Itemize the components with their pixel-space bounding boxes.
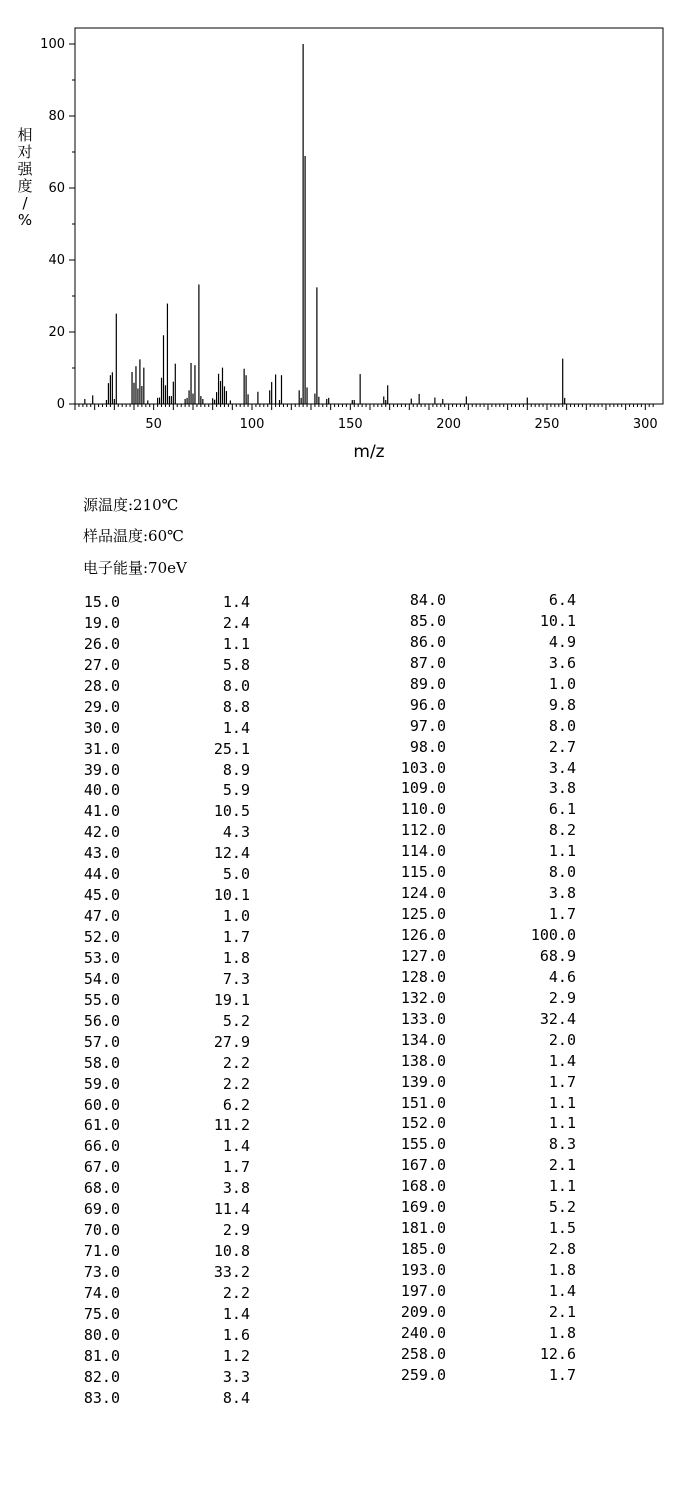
peak-mz: 181.0 xyxy=(400,1219,446,1238)
x-tick-label: 50 xyxy=(145,417,162,432)
peak-intensity: 2.9 xyxy=(548,988,576,1007)
peak-row xyxy=(386,737,576,758)
peak-mz: 155.0 xyxy=(400,1135,446,1154)
peak-mz: 240.0 xyxy=(400,1323,446,1342)
peak-intensity: 8.0 xyxy=(548,716,576,735)
peak-row xyxy=(60,1220,250,1241)
peak-intensity: 6.4 xyxy=(548,591,576,609)
peak-intensity: 5.0 xyxy=(222,865,250,884)
peak-mz: 86.0 xyxy=(409,632,446,651)
peak-row xyxy=(386,1260,576,1281)
peak-mz: 66.0 xyxy=(83,1137,120,1156)
peak-mz: 82.0 xyxy=(83,1367,120,1386)
peak-mz: 85.0 xyxy=(409,611,446,630)
y-axis-label: 相对强度/ % xyxy=(17,126,33,229)
peak-mz: 126.0 xyxy=(400,926,446,944)
peak-mz: 97.0 xyxy=(409,716,446,735)
peak-mz: 151.0 xyxy=(400,1093,446,1112)
peak-mz: 74.0 xyxy=(83,1283,120,1302)
peak-mz: 259.0 xyxy=(400,1365,446,1384)
peak-mz: 81.0 xyxy=(83,1346,120,1365)
peak-mz: 80.0 xyxy=(83,1325,120,1344)
peak-mz: 53.0 xyxy=(83,948,120,967)
peak-row xyxy=(386,716,576,737)
peak-row xyxy=(386,590,576,611)
y-tick-label: 80 xyxy=(48,109,65,124)
peak-intensity: 3.8 xyxy=(548,884,576,903)
peak-row xyxy=(386,1176,576,1197)
peak-table-left xyxy=(60,592,250,1409)
y-tick-label: 40 xyxy=(48,253,65,268)
peak-row xyxy=(386,799,576,820)
peak-mz: 43.0 xyxy=(83,844,120,863)
peak-mz: 68.0 xyxy=(83,1179,120,1198)
peak-mz: 115.0 xyxy=(400,863,446,882)
peak-intensity: 1.7 xyxy=(548,1072,576,1091)
peak-mz: 209.0 xyxy=(400,1302,446,1321)
peak-intensity: 1.7 xyxy=(548,905,576,924)
peak-intensity: 5.2 xyxy=(548,1198,576,1217)
peak-intensity: 27.9 xyxy=(213,1032,250,1051)
peak-row xyxy=(60,990,250,1011)
peak-intensity: 32.4 xyxy=(539,1009,576,1028)
peak-mz: 128.0 xyxy=(400,967,446,986)
peak-row xyxy=(386,1344,576,1365)
peak-row xyxy=(60,906,250,927)
peak-row xyxy=(386,695,576,716)
peak-intensity: 8.4 xyxy=(222,1388,250,1407)
peak-mz: 47.0 xyxy=(83,907,120,926)
peak-intensity: 8.3 xyxy=(548,1135,576,1154)
peak-mz: 133.0 xyxy=(400,1009,446,1028)
y-tick-label: 60 xyxy=(48,181,65,196)
peak-intensity: 8.0 xyxy=(548,863,576,882)
peak-mz: 19.0 xyxy=(83,613,120,632)
peak-row xyxy=(386,967,576,988)
peak-intensity: 2.2 xyxy=(222,1053,250,1072)
peak-intensity: 3.8 xyxy=(548,779,576,798)
peak-row xyxy=(60,1325,250,1346)
peak-mz: 39.0 xyxy=(83,760,120,779)
peak-row xyxy=(386,841,576,862)
peak-intensity: 5.2 xyxy=(222,1011,250,1030)
peak-mz: 57.0 xyxy=(83,1032,120,1051)
peak-mz: 138.0 xyxy=(400,1051,446,1070)
peak-intensity: 9.8 xyxy=(548,695,576,714)
peak-table-right xyxy=(386,590,576,1386)
peak-row xyxy=(386,988,576,1009)
peak-intensity: 4.3 xyxy=(222,823,250,842)
peak-row xyxy=(386,632,576,653)
peak-intensity: 1.0 xyxy=(548,674,576,693)
peak-intensity: 1.4 xyxy=(222,593,250,611)
peak-intensity: 1.8 xyxy=(548,1323,576,1342)
peak-intensity: 12.6 xyxy=(539,1344,576,1363)
peak-intensity: 1.7 xyxy=(222,928,250,946)
peak-mz: 134.0 xyxy=(400,1030,446,1049)
peak-row xyxy=(386,1281,576,1302)
peak-intensity: 8.2 xyxy=(548,821,576,840)
peak-row xyxy=(60,1241,250,1262)
peak-intensity: 1.1 xyxy=(548,842,576,861)
peak-intensity: 4.6 xyxy=(548,967,576,986)
peak-row xyxy=(60,822,250,843)
y-axis xyxy=(40,37,75,412)
peak-mz: 109.0 xyxy=(400,779,446,798)
peak-intensity: 2.9 xyxy=(222,1221,250,1240)
peak-mz: 52.0 xyxy=(83,928,120,946)
peak-intensity: 100.0 xyxy=(530,926,576,944)
y-tick-label: 100 xyxy=(40,37,65,52)
peak-intensity: 1.4 xyxy=(222,1304,250,1323)
peak-row xyxy=(386,653,576,674)
peak-mz: 98.0 xyxy=(409,737,446,756)
peak-mz: 44.0 xyxy=(83,865,120,884)
peak-intensity: 11.4 xyxy=(213,1200,250,1219)
peak-mz: 60.0 xyxy=(83,1095,120,1114)
peak-row xyxy=(60,739,250,760)
peak-row xyxy=(386,1239,576,1260)
peak-intensity: 8.9 xyxy=(222,760,250,779)
peak-intensity: 1.8 xyxy=(222,948,250,967)
peak-row xyxy=(60,843,250,864)
peak-row xyxy=(60,927,250,948)
peak-intensity: 1.1 xyxy=(548,1177,576,1196)
peak-mz: 83.0 xyxy=(83,1388,120,1407)
peak-mz: 197.0 xyxy=(400,1281,446,1300)
peak-row xyxy=(60,613,250,634)
peak-row xyxy=(386,611,576,632)
peak-mz: 29.0 xyxy=(83,697,120,716)
peak-row xyxy=(60,948,250,969)
peak-row xyxy=(60,1074,250,1095)
peak-row xyxy=(60,1346,250,1367)
peak-mz: 193.0 xyxy=(400,1261,446,1279)
peak-intensity: 4.9 xyxy=(548,632,576,651)
peak-intensity: 10.5 xyxy=(213,802,250,821)
peak-mz: 31.0 xyxy=(83,739,120,758)
peak-mz: 42.0 xyxy=(83,823,120,842)
peak-row xyxy=(386,1051,576,1072)
peak-mz: 40.0 xyxy=(83,781,120,800)
peak-intensity: 5.8 xyxy=(222,655,250,674)
peak-mz: 112.0 xyxy=(400,821,446,840)
peak-row xyxy=(60,1115,250,1136)
peak-row xyxy=(60,655,250,676)
peak-intensity: 12.4 xyxy=(213,844,250,863)
peak-intensity: 1.4 xyxy=(222,718,250,737)
peak-row xyxy=(60,1367,250,1388)
peak-intensity: 1.2 xyxy=(222,1346,250,1365)
peak-row xyxy=(60,969,250,990)
peak-mz: 114.0 xyxy=(400,842,446,861)
peak-row xyxy=(386,904,576,925)
peak-intensity: 1.0 xyxy=(222,907,250,926)
peak-mz: 61.0 xyxy=(83,1116,120,1135)
peak-intensity: 2.0 xyxy=(548,1030,576,1049)
peak-mz: 55.0 xyxy=(83,990,120,1009)
peak-row xyxy=(386,1113,576,1134)
peak-row xyxy=(386,1030,576,1051)
peak-mz: 139.0 xyxy=(400,1072,446,1091)
peak-mz: 167.0 xyxy=(400,1156,446,1175)
peak-intensity: 1.1 xyxy=(222,634,250,653)
peak-row xyxy=(386,820,576,841)
x-axis xyxy=(75,404,658,432)
peak-intensity: 1.7 xyxy=(548,1365,576,1384)
peak-mz: 258.0 xyxy=(400,1344,446,1363)
peak-mz: 71.0 xyxy=(83,1242,120,1261)
peak-intensity: 2.1 xyxy=(548,1302,576,1321)
peak-mz: 87.0 xyxy=(409,653,446,672)
peak-row xyxy=(60,1053,250,1074)
peak-mz: 56.0 xyxy=(83,1011,120,1030)
peak-row xyxy=(60,697,250,718)
peak-mz: 89.0 xyxy=(409,674,446,693)
peak-intensity: 2.1 xyxy=(548,1156,576,1175)
x-tick-label: 300 xyxy=(632,417,658,432)
peak-intensity: 1.4 xyxy=(548,1051,576,1070)
electron-energy: 电子能量:70eV xyxy=(83,559,187,577)
peak-row xyxy=(60,1136,250,1157)
peak-row xyxy=(386,1093,576,1114)
peak-row xyxy=(60,1262,250,1283)
peak-mz: 185.0 xyxy=(400,1240,446,1259)
peak-intensity: 1.4 xyxy=(222,1137,250,1156)
peak-row xyxy=(386,1365,576,1386)
peak-mz: 67.0 xyxy=(83,1158,120,1177)
peak-row xyxy=(60,1011,250,1032)
peak-row xyxy=(60,1032,250,1053)
peak-mz: 30.0 xyxy=(83,718,120,737)
peak-mz: 132.0 xyxy=(400,988,446,1007)
peak-intensity: 1.7 xyxy=(222,1158,250,1177)
peak-intensity: 11.2 xyxy=(213,1116,250,1135)
peak-intensity: 25.1 xyxy=(213,739,250,758)
peak-mz: 15.0 xyxy=(83,593,120,611)
peak-intensity: 1.6 xyxy=(222,1325,250,1344)
peak-row xyxy=(60,1178,250,1199)
x-axis-label: m/z xyxy=(353,442,385,462)
peak-row xyxy=(386,883,576,904)
peak-row xyxy=(386,1218,576,1239)
peak-row xyxy=(60,885,250,906)
peak-row xyxy=(386,1134,576,1155)
peak-row xyxy=(386,925,576,946)
peak-row xyxy=(386,946,576,967)
peak-intensity: 2.8 xyxy=(548,1240,576,1259)
peak-mz: 28.0 xyxy=(83,676,120,695)
peak-mz: 168.0 xyxy=(400,1177,446,1196)
peak-row xyxy=(386,1302,576,1323)
x-tick-label: 200 xyxy=(436,417,462,432)
x-tick-label: 100 xyxy=(239,417,265,432)
peak-row xyxy=(386,1323,576,1344)
peak-intensity: 3.6 xyxy=(548,653,576,672)
peak-row xyxy=(60,718,250,739)
peak-row xyxy=(60,801,250,822)
peak-intensity: 1.1 xyxy=(548,1093,576,1112)
peak-mz: 54.0 xyxy=(83,969,120,988)
peak-intensity: 19.1 xyxy=(213,990,250,1009)
peak-intensity: 8.8 xyxy=(222,697,250,716)
peak-mz: 169.0 xyxy=(400,1198,446,1217)
peak-row xyxy=(386,1009,576,1030)
peak-intensity: 2.2 xyxy=(222,1074,250,1093)
peak-row xyxy=(60,864,250,885)
peak-intensity: 10.1 xyxy=(539,611,576,630)
peak-row xyxy=(60,1199,250,1220)
peak-mz: 70.0 xyxy=(83,1221,120,1240)
peak-mz: 75.0 xyxy=(83,1304,120,1323)
peak-intensity: 6.2 xyxy=(222,1095,250,1114)
peak-intensity: 2.7 xyxy=(548,737,576,756)
peak-mz: 152.0 xyxy=(400,1114,446,1133)
source-temperature: 源温度:210℃ xyxy=(83,496,179,514)
peak-row xyxy=(60,634,250,655)
spectrum-peaks xyxy=(85,44,565,404)
mass-spectrum-chart xyxy=(0,0,687,470)
peak-mz: 41.0 xyxy=(83,802,120,821)
peak-mz: 96.0 xyxy=(409,695,446,714)
peak-row xyxy=(60,760,250,781)
y-tick-label: 20 xyxy=(48,325,65,340)
peak-row xyxy=(386,758,576,779)
peak-intensity: 33.2 xyxy=(213,1263,250,1281)
peak-mz: 58.0 xyxy=(83,1053,120,1072)
peak-mz: 127.0 xyxy=(400,946,446,965)
peak-mz: 84.0 xyxy=(409,591,446,609)
peak-row xyxy=(386,1197,576,1218)
x-tick-label: 250 xyxy=(534,417,560,432)
peak-intensity: 6.1 xyxy=(548,800,576,819)
peak-row xyxy=(386,674,576,695)
peak-row xyxy=(60,1283,250,1304)
peak-mz: 73.0 xyxy=(83,1263,120,1281)
peak-intensity: 5.9 xyxy=(222,781,250,800)
peak-intensity: 3.4 xyxy=(548,758,576,777)
peak-intensity: 10.1 xyxy=(213,886,250,905)
peak-row xyxy=(386,862,576,883)
peak-mz: 27.0 xyxy=(83,655,120,674)
peak-mz: 110.0 xyxy=(400,800,446,819)
peak-intensity: 2.2 xyxy=(222,1283,250,1302)
x-tick-label: 150 xyxy=(337,417,363,432)
peak-intensity: 3.3 xyxy=(222,1367,250,1386)
peak-row xyxy=(386,778,576,799)
peak-row xyxy=(386,1072,576,1093)
peak-mz: 124.0 xyxy=(400,884,446,903)
peak-intensity: 1.5 xyxy=(548,1219,576,1238)
peak-intensity: 1.8 xyxy=(548,1261,576,1279)
peak-mz: 26.0 xyxy=(83,634,120,653)
y-tick-label: 0 xyxy=(56,397,65,412)
peak-intensity: 1.4 xyxy=(548,1281,576,1300)
peak-row xyxy=(60,592,250,613)
peak-row xyxy=(60,676,250,697)
peak-mz: 45.0 xyxy=(83,886,120,905)
peak-mz: 59.0 xyxy=(83,1074,120,1093)
peak-intensity: 1.1 xyxy=(548,1114,576,1133)
peak-intensity: 7.3 xyxy=(222,969,250,988)
peak-mz: 125.0 xyxy=(400,905,446,924)
peak-row xyxy=(60,1095,250,1116)
peak-mz: 69.0 xyxy=(83,1200,120,1219)
peak-row xyxy=(60,1157,250,1178)
peak-row xyxy=(386,1155,576,1176)
peak-mz: 103.0 xyxy=(400,758,446,777)
peak-intensity: 2.4 xyxy=(222,613,250,632)
peak-row xyxy=(60,780,250,801)
peak-row xyxy=(60,1388,250,1409)
sample-temperature: 样品温度:60℃ xyxy=(83,527,184,545)
peak-intensity: 10.8 xyxy=(213,1242,250,1261)
peak-row xyxy=(60,1304,250,1325)
peak-intensity: 8.0 xyxy=(222,676,250,695)
peak-intensity: 3.8 xyxy=(222,1179,250,1198)
peak-intensity: 68.9 xyxy=(539,946,576,965)
